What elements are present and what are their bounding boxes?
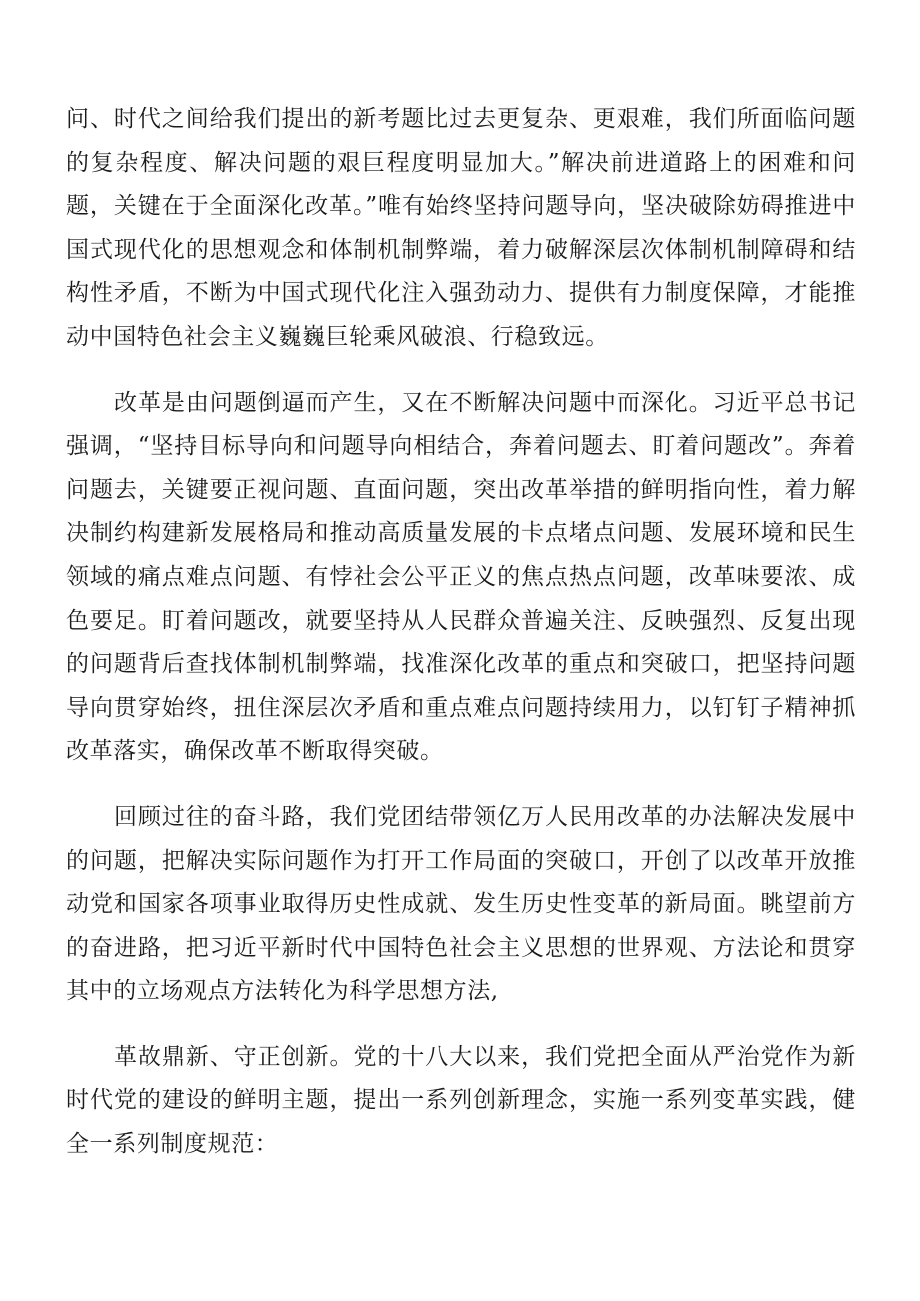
paragraph-1: 问、时代之间给我们提出的新考题比过去更复杂、更艰难，我们所面临问题的复杂程度、解决问题的艰巨程度明显加大。”解决前进道路上的困难和问题，关键在于全面深化改革。”唯有始终坚持问题导向，坚决破除妨碍推进中国式现代化的思想观念和体制机制弊端，着力破解深层次体制机制障碍和结构性矛盾，不断为中国式现代化注入强劲动力、提供有力制度保障，才能推动中国特色社会主义巍巍巨轮乘风破浪、行稳致远。	[66, 106, 856, 350]
paragraph-4: 革故鼎新、守正创新。党的十八大以来，我们党把全面从严治党作为新时代党的建设的鲜明主题，提出一系列创新理念，实施一系列变革实践，健全一系列制度规范：	[66, 1043, 856, 1158]
paragraph-3: 回顾过往的奋斗路，我们党团结带领亿万人民用改革的办法解决发展中的问题，把解决实际问题作为打开工作局面的突破口，开创了以改革开放推动党和国家各项事业取得历史性成就、发生历史性变革的新局面。眺望前方的奋进路，把习近平新时代中国特色社会主义思想的世界观、方法论和贯穿其中的立场观点方法转化为科学思想方法,	[66, 803, 856, 1005]
document-body	[66, 98, 856, 1167]
paragraph-2: 改革是由问题倒逼而产生，又在不断解决问题中而深化。习近平总书记强调，“坚持目标导向和问题导向相结合，奔着问题去、盯着问题改”。奔着问题去，关键要正视问题、直面问题，突出改革举措的鲜明指向性，着力解决制约构建新发展格局和推动高质量发展的卡点堵点问题、发展环境和民生领域的痛点难点问题、有悖社会公平正义的焦点热点问题，改革味要浓、成色要足。盯着问题改，就要坚持从人民群众普遍关注、反映强烈、反复出现的问题背后查找体制机制弊端，找准深化改革的重点和突破口，把坚持问题导向贯穿始终，扭住深层次矛盾和重点难点问题持续用力，以钉钉子精神抓改革落实，确保改革不断取得突破。	[66, 389, 856, 765]
